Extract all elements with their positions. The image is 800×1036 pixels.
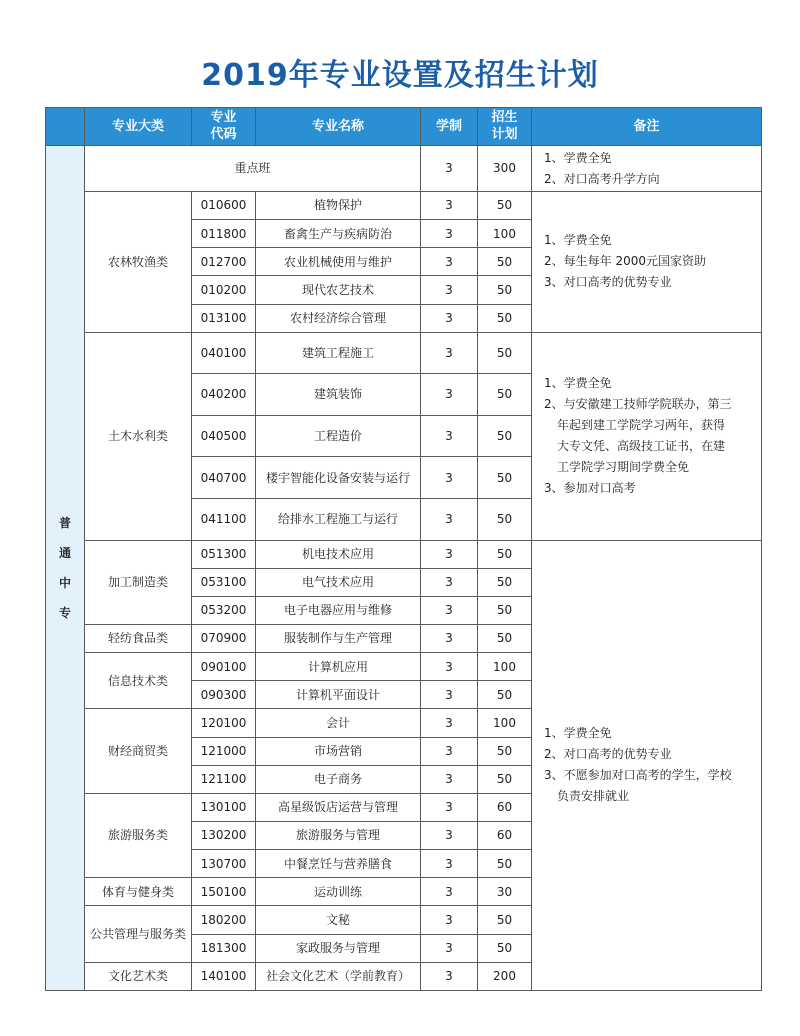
row-name: 运动训练 [256,878,421,906]
row-years: 3 [421,415,478,457]
category-agri: 农林牧渔类 [85,192,192,333]
row-plan: 50 [478,540,532,568]
row-years: 3 [421,737,478,765]
side-label-vocational: 普 通 中 专 [46,146,85,991]
row-name: 工程造价 [256,415,421,457]
row-plan: 60 [478,793,532,821]
category-finance: 财经商贸类 [85,709,192,793]
row-code: 010600 [192,192,256,220]
row-years: 3 [421,765,478,793]
row-plan: 50 [478,568,532,596]
row-plan: 50 [478,934,532,962]
row-name: 建筑装饰 [256,374,421,416]
row-years: 3 [421,906,478,934]
row-years: 3 [421,304,478,332]
row-years: 3 [421,625,478,653]
row-years: 3 [421,793,478,821]
row-name: 计算机平面设计 [256,681,421,709]
row-years: 3 [421,653,478,681]
row-code: 053100 [192,568,256,596]
row-name: 高星级饭店运营与管理 [256,793,421,821]
row-name: 计算机应用 [256,653,421,681]
category-food: 轻纺食品类 [85,625,192,653]
row-code: 120100 [192,709,256,737]
header-name: 专业名称 [256,108,421,146]
row-name: 家政服务与管理 [256,934,421,962]
row-years: 3 [421,709,478,737]
row-code: 012700 [192,248,256,276]
row-code: 040500 [192,415,256,457]
row-years: 3 [421,374,478,416]
row-plan: 30 [478,878,532,906]
row-code: 180200 [192,906,256,934]
row-name: 服装制作与生产管理 [256,625,421,653]
row-name: 农业机械使用与维护 [256,248,421,276]
row-code: 121000 [192,737,256,765]
row-years: 3 [421,332,478,374]
row-name: 楼宇智能化设备安装与运行 [256,457,421,499]
row-plan: 50 [478,498,532,540]
row-years: 3 [421,568,478,596]
page-title: 2019年专业设置及招生计划 [201,58,599,93]
row-code: 053200 [192,596,256,624]
row-years: 3 [421,934,478,962]
row-plan: 100 [478,709,532,737]
key-class-label: 重点班 [85,146,421,192]
header-notes: 备注 [532,108,762,146]
row-years: 3 [421,220,478,248]
row-code: 130700 [192,850,256,878]
row-years: 3 [421,498,478,540]
row-name: 市场营销 [256,737,421,765]
row-code: 150100 [192,878,256,906]
row-years: 3 [421,850,478,878]
category-public: 公共管理与服务类 [85,906,192,962]
row-code: 041100 [192,498,256,540]
header-plan: 招生 计划 [478,108,532,146]
row-code: 011800 [192,220,256,248]
row-name: 电子电器应用与维修 [256,596,421,624]
key-class-plan: 300 [478,146,532,192]
row-years: 3 [421,457,478,499]
table-row [46,192,762,220]
row-code: 051300 [192,540,256,568]
header-category: 专业大类 [85,108,192,146]
row-years: 3 [421,878,478,906]
row-name: 植物保护 [256,192,421,220]
row-name: 社会文化艺术（学前教育） [256,962,421,990]
row-name: 旅游服务与管理 [256,822,421,850]
row-plan: 50 [478,192,532,220]
header-blank-cell [46,108,85,146]
row-plan: 50 [478,276,532,304]
row-code: 040200 [192,374,256,416]
category-mfg: 加工制造类 [85,540,192,624]
row-plan: 50 [478,906,532,934]
row-name: 畜禽生产与疾病防治 [256,220,421,248]
row-plan: 50 [478,596,532,624]
row-name: 电子商务 [256,765,421,793]
row-years: 3 [421,681,478,709]
row-plan: 100 [478,653,532,681]
row-plan: 200 [478,962,532,990]
row-name: 机电技术应用 [256,540,421,568]
category-civil: 土木水利类 [85,332,192,540]
header-code: 专业 代码 [192,108,256,146]
row-plan: 50 [478,850,532,878]
category-art: 文化艺术类 [85,962,192,990]
row-plan: 50 [478,681,532,709]
row-name: 给排水工程施工与运行 [256,498,421,540]
table-row [46,332,762,374]
category-sport: 体育与健身类 [85,878,192,906]
table-row [46,146,762,192]
notes-general: 1、学费全免 2、对口高考的优势专业 3、不愿参加对口高考的学生，学校 负责安排就业 [532,540,762,990]
row-plan: 50 [478,737,532,765]
row-years: 3 [421,822,478,850]
header-years: 学制 [421,108,478,146]
row-code: 040700 [192,457,256,499]
row-plan: 100 [478,220,532,248]
row-code: 090300 [192,681,256,709]
row-years: 3 [421,192,478,220]
row-code: 121100 [192,765,256,793]
row-code: 140100 [192,962,256,990]
row-years: 3 [421,540,478,568]
row-plan: 50 [478,374,532,416]
row-plan: 60 [478,822,532,850]
row-years: 3 [421,276,478,304]
row-years: 3 [421,962,478,990]
row-name: 电气技术应用 [256,568,421,596]
row-code: 130200 [192,822,256,850]
key-class-years: 3 [421,146,478,192]
row-name: 文秘 [256,906,421,934]
row-name: 中餐烹饪与营养膳食 [256,850,421,878]
row-code: 013100 [192,304,256,332]
row-years: 3 [421,596,478,624]
row-plan: 50 [478,457,532,499]
row-code: 010200 [192,276,256,304]
category-it: 信息技术类 [85,653,192,709]
row-plan: 50 [478,415,532,457]
row-name: 现代农艺技术 [256,276,421,304]
notes-civil: 1、学费全免 2、与安徽建工技师学院联办，第三 年起到建工学院学习两年，获得 大专文凭、高级技工证书，在建 工学院学习期间学费全免 3、参加对口高考 [532,332,762,540]
row-code: 090100 [192,653,256,681]
row-plan: 50 [478,765,532,793]
row-code: 130100 [192,793,256,821]
row-code: 040100 [192,332,256,374]
row-name: 建筑工程施工 [256,332,421,374]
table-row [46,540,762,568]
row-plan: 50 [478,304,532,332]
enrollment-plan-table [45,107,762,991]
row-plan: 50 [478,332,532,374]
category-tourism: 旅游服务类 [85,793,192,877]
row-name: 农村经济综合管理 [256,304,421,332]
row-plan: 50 [478,625,532,653]
table-header-row [46,108,762,146]
row-name: 会计 [256,709,421,737]
notes-key-class: 1、学费全免 2、对口高考升学方向 [532,146,762,192]
row-code: 181300 [192,934,256,962]
row-plan: 50 [478,248,532,276]
row-code: 070900 [192,625,256,653]
row-years: 3 [421,248,478,276]
notes-agri: 1、学费全免 2、每生每年 2000元国家资助 3、对口高考的优势专业 [532,192,762,333]
